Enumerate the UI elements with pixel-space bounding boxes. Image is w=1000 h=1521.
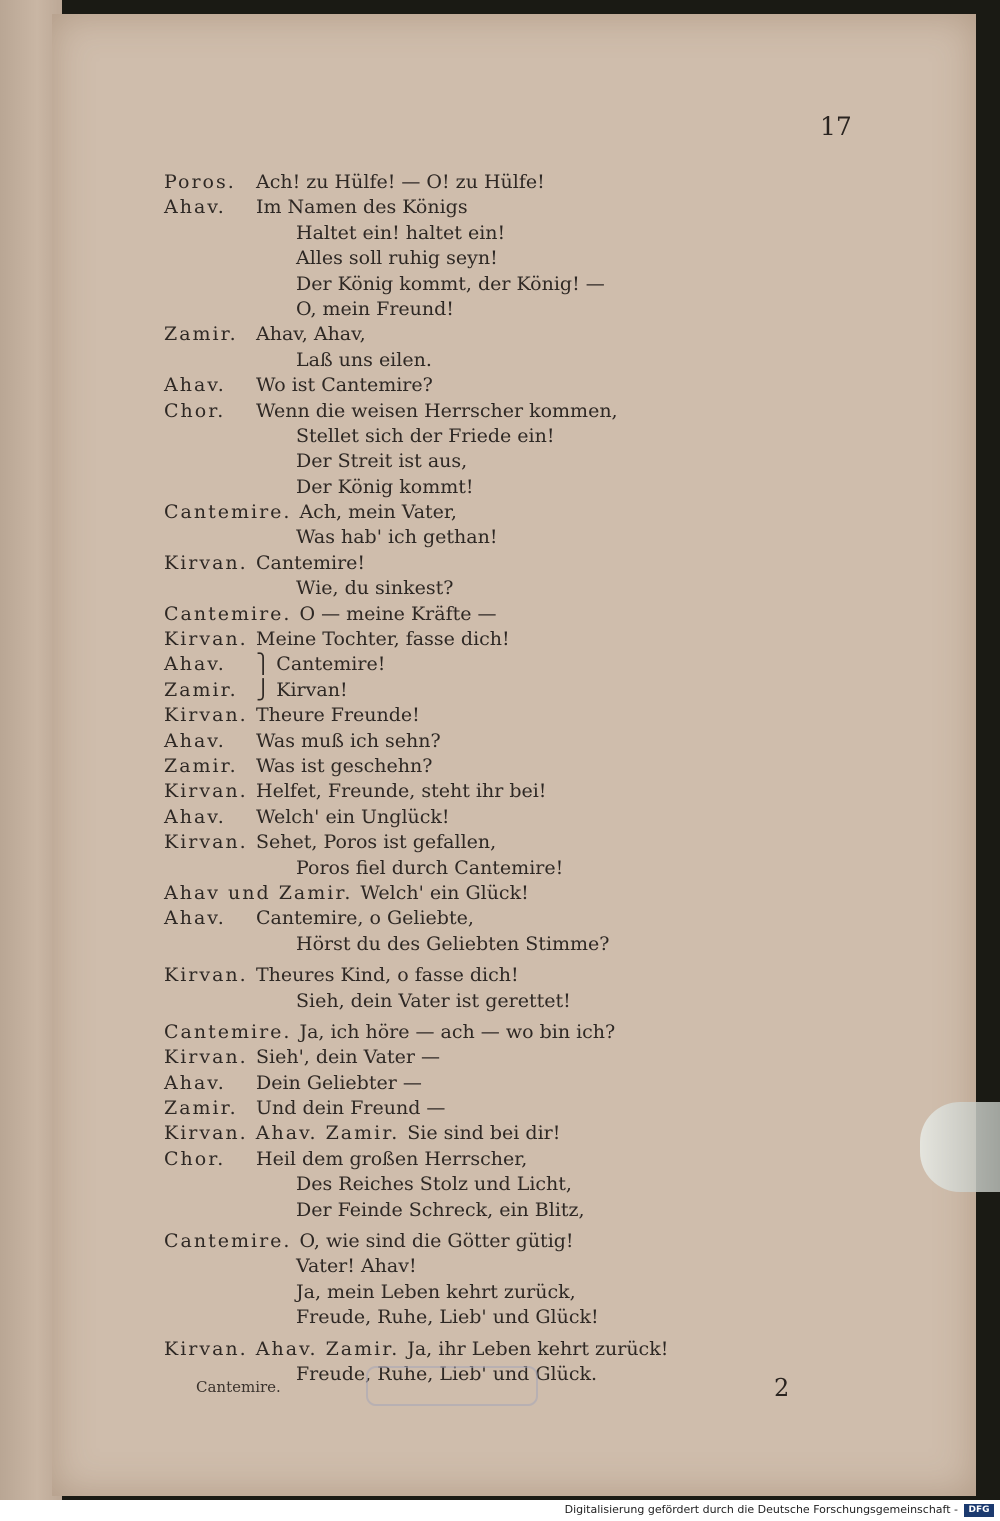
speaker-name: Cantemire. bbox=[164, 602, 292, 625]
line-text: Laß uns eilen. bbox=[296, 348, 432, 371]
text-line bbox=[164, 754, 724, 779]
text-line bbox=[164, 348, 724, 373]
page-clip bbox=[920, 1102, 1000, 1192]
text-line bbox=[164, 1096, 724, 1121]
text-line bbox=[164, 246, 724, 271]
line-text: Cantemire, o Geliebte, bbox=[256, 907, 474, 930]
text-line bbox=[164, 989, 724, 1014]
text-line bbox=[164, 805, 724, 830]
line-text: Wenn die weisen Herrscher kommen, bbox=[256, 399, 618, 422]
speaker-name: Ahav. bbox=[164, 1071, 226, 1094]
speaker-name: Ahav. bbox=[164, 196, 226, 219]
speaker-name: Chor. bbox=[164, 1147, 226, 1170]
line-text: Der Streit ist aus, bbox=[296, 450, 468, 473]
line-text: Meine Tochter, fasse dich! bbox=[256, 628, 510, 651]
line-text: Was hab' ich gethan! bbox=[296, 526, 498, 549]
line-text: Was muß ich sehn? bbox=[256, 729, 441, 752]
speaker-name: Kirvan. bbox=[164, 628, 248, 651]
text-line bbox=[164, 1254, 724, 1279]
speaker-name: Kirvan. Ahav. Zamir. bbox=[164, 1337, 400, 1360]
text-line bbox=[164, 399, 724, 424]
speaker-name: Ahav. bbox=[164, 729, 226, 752]
line-text: Helfet, Freunde, steht ihr bei! bbox=[256, 780, 547, 803]
text-line bbox=[164, 856, 724, 881]
line-text: Des Reiches Stolz und Licht, bbox=[296, 1173, 572, 1196]
line-text: Vater! Ahav! bbox=[296, 1255, 417, 1278]
speaker-name: Ahav. bbox=[164, 907, 226, 930]
speaker-name: Kirvan. bbox=[164, 780, 248, 803]
speaker-name: Zamir. bbox=[164, 678, 238, 701]
line-text: Freude, Ruhe, Lieb' und Glück! bbox=[296, 1306, 599, 1329]
text-line bbox=[164, 652, 724, 677]
line-text: Freude, Ruhe, Lieb' und Glück. bbox=[296, 1362, 598, 1385]
line-text: Der König kommt! bbox=[296, 475, 474, 498]
text-line bbox=[164, 1045, 724, 1070]
line-text: Sieh', dein Vater — bbox=[256, 1046, 440, 1069]
text-line bbox=[164, 1071, 724, 1096]
speaker-name: Kirvan. bbox=[164, 831, 248, 854]
line-text: Alles soll ruhig seyn! bbox=[296, 247, 498, 270]
speaker-name: Kirvan. bbox=[164, 964, 248, 987]
sheet-number: 2 bbox=[774, 1374, 790, 1402]
speaker-name: Cantemire. bbox=[164, 1230, 292, 1253]
speaker-name: Ahav. bbox=[164, 653, 226, 676]
line-text: Wie, du sinkest? bbox=[296, 577, 454, 600]
line-text: Ja, ihr Leben kehrt zurück! bbox=[407, 1337, 669, 1360]
speaker-name: Ahav und Zamir. bbox=[164, 881, 353, 904]
text-line bbox=[164, 678, 724, 703]
line-text: Stellet sich der Friede ein! bbox=[296, 424, 555, 447]
line-text: Ja, mein Leben kehrt zurück, bbox=[296, 1280, 576, 1303]
text-line bbox=[164, 906, 724, 931]
speaker-name: Kirvan. bbox=[164, 704, 248, 727]
text-line bbox=[164, 424, 724, 449]
line-text: Poros fiel durch Cantemire! bbox=[296, 856, 564, 879]
line-text: Theure Freunde! bbox=[256, 704, 420, 727]
line-text: ⎭ Kirvan! bbox=[256, 678, 348, 701]
line-text: ⎫ Cantemire! bbox=[256, 653, 386, 676]
text-line bbox=[164, 1172, 724, 1197]
text-line bbox=[164, 373, 724, 398]
library-stamp bbox=[366, 1366, 538, 1406]
line-text: Sehet, Poros ist gefallen, bbox=[256, 831, 497, 854]
text-line bbox=[164, 602, 724, 627]
speaker-name: Poros. bbox=[164, 171, 236, 193]
line-text: Im Namen des Königs bbox=[256, 196, 468, 219]
text-line bbox=[164, 1305, 724, 1330]
speaker-name: Kirvan. Ahav. Zamir. bbox=[164, 1122, 400, 1145]
text-line bbox=[164, 1147, 724, 1172]
text-line bbox=[164, 1337, 724, 1362]
text-line bbox=[164, 525, 724, 550]
text-line bbox=[164, 881, 724, 906]
line-text: Ahav, Ahav, bbox=[256, 323, 366, 346]
text-line bbox=[164, 500, 724, 525]
text-line bbox=[164, 932, 724, 957]
speaker-name: Ahav. bbox=[164, 374, 226, 397]
line-text: Heil dem großen Herrscher, bbox=[256, 1147, 528, 1170]
line-text: Dein Geliebter — bbox=[256, 1071, 422, 1094]
dfg-logo: DFG bbox=[964, 1504, 994, 1517]
line-text: Ach! zu Hülfe! — O! zu Hülfe! bbox=[256, 171, 545, 193]
text-line bbox=[164, 963, 724, 988]
speaker-name: Ahav. bbox=[164, 805, 226, 828]
text-line bbox=[164, 1198, 724, 1223]
text-line bbox=[164, 272, 724, 297]
text-line bbox=[164, 627, 724, 652]
attribution-bar bbox=[0, 1500, 1000, 1521]
text-line bbox=[164, 551, 724, 576]
text-line bbox=[164, 1229, 724, 1254]
speaker-name: Zamir. bbox=[164, 754, 238, 777]
line-text: Haltet ein! haltet ein! bbox=[296, 221, 506, 244]
line-text: Cantemire! bbox=[256, 551, 366, 574]
line-text: O, mein Freund! bbox=[296, 297, 454, 320]
text-line bbox=[164, 170, 724, 195]
line-text: Und dein Freund — bbox=[256, 1097, 446, 1120]
line-text: Welch' ein Unglück! bbox=[256, 805, 450, 828]
line-text: O — meine Kräfte — bbox=[299, 602, 497, 625]
line-text: Wo ist Cantemire? bbox=[256, 374, 433, 397]
text-line bbox=[164, 830, 724, 855]
line-text: Theures Kind, o fasse dich! bbox=[256, 964, 519, 987]
dialogue-text bbox=[164, 170, 724, 1387]
line-text: O, wie sind die Götter gütig! bbox=[299, 1230, 574, 1253]
line-text: Was ist geschehn? bbox=[256, 754, 433, 777]
text-line bbox=[164, 703, 724, 728]
text-line bbox=[164, 1280, 724, 1305]
line-text: Hörst du des Geliebten Stimme? bbox=[296, 932, 610, 955]
text-line bbox=[164, 729, 724, 754]
text-line bbox=[164, 576, 724, 601]
text-line bbox=[164, 449, 724, 474]
text-line bbox=[164, 475, 724, 500]
text-line bbox=[164, 221, 724, 246]
speaker-name: Kirvan. bbox=[164, 551, 248, 574]
text-line bbox=[164, 779, 724, 804]
speaker-name: Kirvan. bbox=[164, 1046, 248, 1069]
speaker-name: Cantemire. bbox=[164, 1020, 292, 1043]
line-text: Sieh, dein Vater ist gerettet! bbox=[296, 989, 571, 1012]
text-line bbox=[164, 297, 724, 322]
speaker-name: Chor. bbox=[164, 399, 226, 422]
page-number: 17 bbox=[820, 112, 852, 141]
speaker-name: Zamir. bbox=[164, 1097, 238, 1120]
line-text: Der König kommt, der König! — bbox=[296, 272, 605, 295]
line-text: Sie sind bei dir! bbox=[407, 1122, 561, 1145]
line-text: Welch' ein Glück! bbox=[360, 881, 529, 904]
text-line bbox=[164, 1121, 724, 1146]
text-line bbox=[164, 1020, 724, 1045]
text-line bbox=[164, 195, 724, 220]
line-text: Ja, ich höre — ach — wo bin ich? bbox=[299, 1020, 616, 1043]
funding-note: Digitalisierung gefördert durch die Deutsche Forschungsgemeinschaft - bbox=[564, 1503, 958, 1516]
text-line bbox=[164, 322, 724, 347]
speaker-name: Zamir. bbox=[164, 323, 238, 346]
speaker-name: Cantemire. bbox=[164, 501, 292, 524]
line-text: Der Feinde Schreck, ein Blitz, bbox=[296, 1198, 585, 1221]
line-text: Ach, mein Vater, bbox=[299, 501, 457, 524]
signature-mark: Cantemire. bbox=[196, 1378, 281, 1396]
